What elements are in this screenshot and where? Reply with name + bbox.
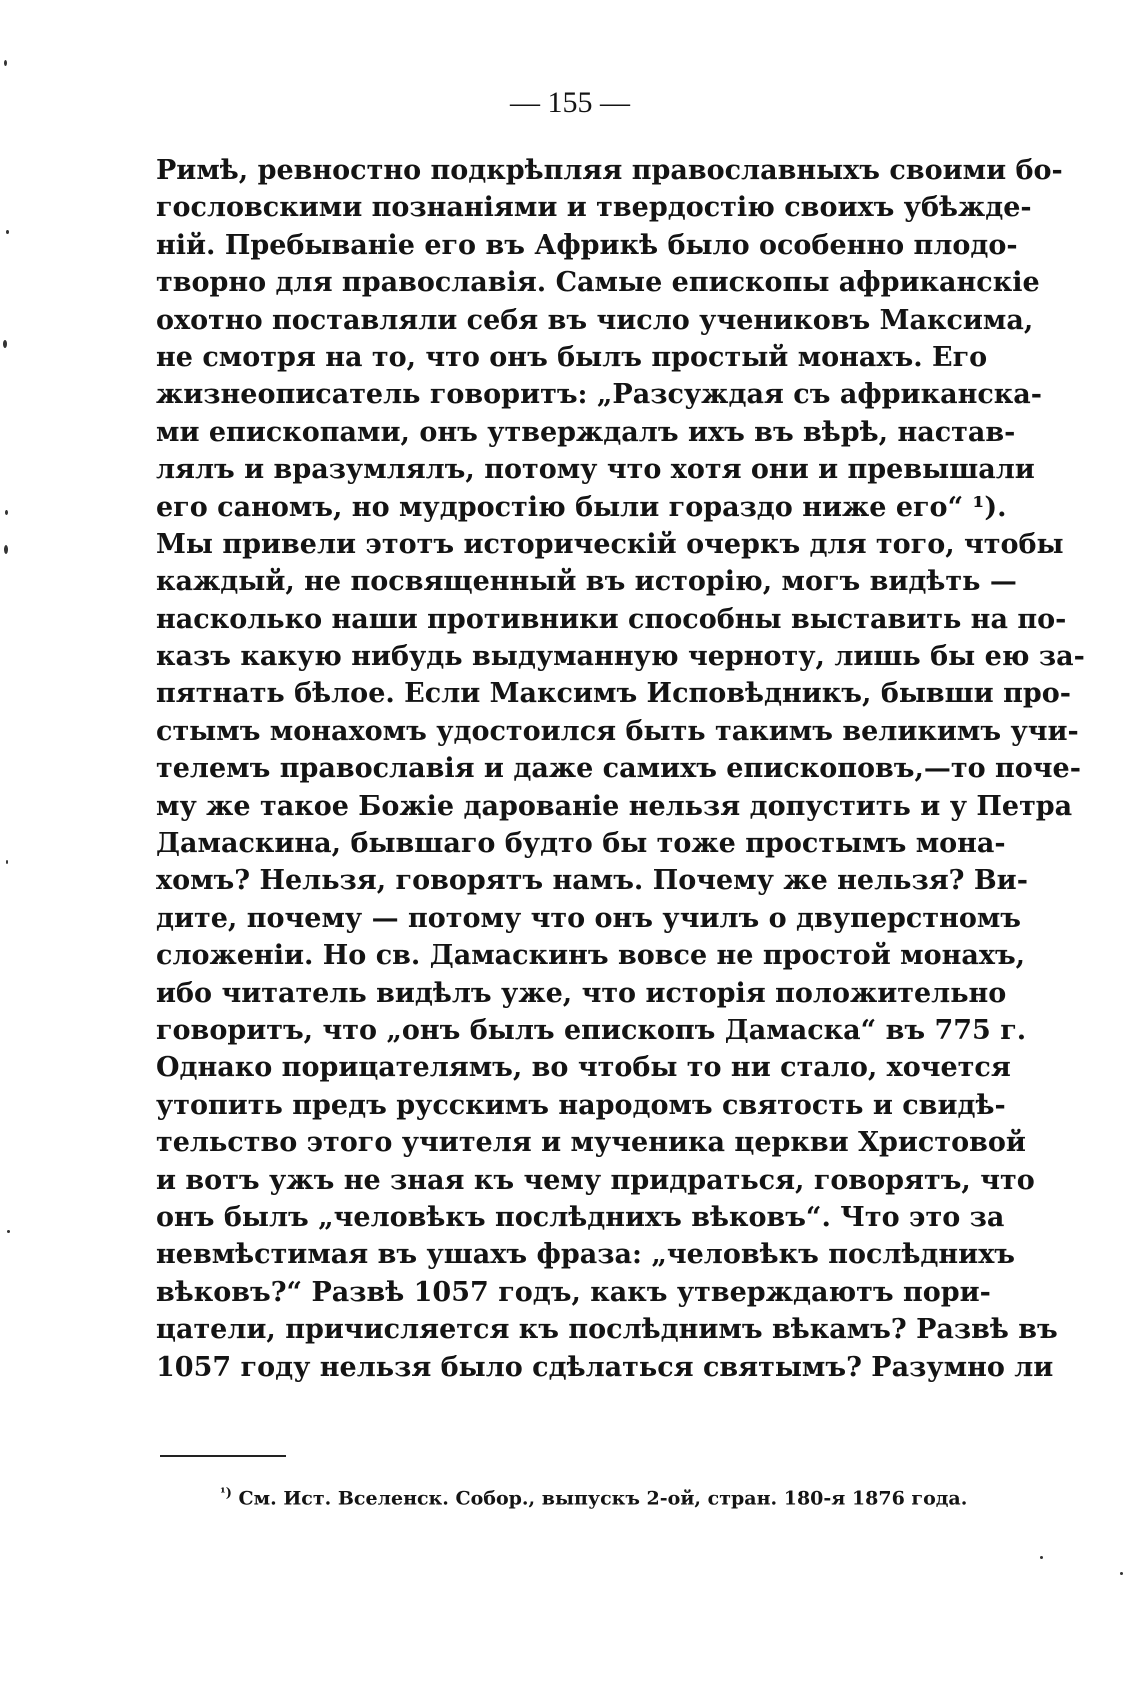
text-line: каждый, не посвященный въ исторію, могъ видѣть —	[156, 566, 1017, 598]
text-line: жизнеописатель говоритъ: „Разсуждая съ африканска-	[156, 379, 1042, 411]
text-line: тельство этого учителя и мученика церкви Христовой	[156, 1127, 1026, 1159]
text-line: утопить предъ русскимъ народомъ святость и свидѣ-	[156, 1089, 1006, 1121]
text-line: телемъ православія и даже самихъ епископовъ,—то поче-	[156, 753, 1081, 785]
scan-speck	[5, 510, 8, 515]
scan-speck	[6, 860, 8, 864]
text-line: лялъ и вразумлялъ, потому что хотя они и превышали	[156, 454, 1035, 486]
text-line: и вотъ ужъ не зная къ чему придраться, говорятъ, что	[156, 1164, 1035, 1196]
text-line: насколько наши противники способны выставить на по-	[156, 603, 1067, 635]
text-line: Мы привели этотъ историческій очеркъ для того, чтобы	[156, 528, 1064, 560]
footnote-text: См. Ист. Вселенск. Собор., выпускъ 2-ой, стран. 180-я 1876 года.	[238, 1487, 968, 1510]
scan-speck	[3, 340, 7, 348]
text-line: 1057 году нельзя было сдѣлаться святымъ? Разумно ли	[156, 1351, 1054, 1383]
text-line: онъ былъ „человѣкъ послѣднихъ вѣковъ“. Что это за	[156, 1201, 1005, 1233]
scan-speck	[4, 545, 8, 554]
text-line: творно для православія. Самые епископы африканскіе	[156, 267, 1040, 299]
text-line: Дамаскина, бывшаго будто бы тоже простымъ мона-	[156, 828, 1006, 860]
text-line: ній. Пребываніе его въ Африкѣ было особенно плодо-	[156, 229, 1018, 261]
scan-speck	[7, 1230, 10, 1233]
text-line: его саномъ, но мудростію были гораздо ниже его“ ¹).	[156, 491, 1007, 523]
text-line: му же такое Божіе дарованіе нельзя допустить и у Петра	[156, 790, 1073, 822]
text-line: пятнать бѣлое. Если Максимъ Исповѣдникъ, бывши про-	[156, 678, 1071, 710]
scan-speck	[1040, 1556, 1043, 1559]
scan-speck	[1120, 1572, 1123, 1575]
body-text	[156, 152, 1085, 1386]
text-line: сложеніи. Но св. Дамаскинъ вовсе не простой монахъ,	[156, 940, 1026, 972]
text-line: дите, почему — потому что онъ училъ о двуперстномъ	[156, 902, 1022, 934]
text-line: ибо читатель видѣлъ уже, что исторія положительно	[156, 977, 1007, 1009]
scan-speck	[6, 230, 9, 234]
text-line: вѣковъ?“ Развѣ 1057 годъ, какъ утверждаютъ пори-	[156, 1276, 991, 1308]
text-line: казъ какую нибудь выдуманную черноту, лишь бы ею за-	[156, 641, 1085, 673]
text-line: гословскими познаніями и твердостію своихъ убѣжде-	[156, 192, 1032, 224]
text-line: Однако порицателямъ, во чтобы то ни стало, хочется	[156, 1052, 1011, 1084]
text-line: охотно поставляли себя въ число учениковъ Максима,	[156, 304, 1034, 336]
footnote-divider	[160, 1455, 286, 1457]
footnote	[220, 1486, 968, 1510]
text-line: стымъ монахомъ удостоился быть такимъ великимъ учи-	[156, 715, 1079, 747]
text-line: не смотря на то, что онъ былъ простый монахъ. Его	[156, 341, 988, 373]
footnote-marker: ¹)	[220, 1486, 232, 1501]
text-line: цатели, причисляется къ послѣднимъ вѣкамъ? Развѣ въ	[156, 1314, 1058, 1346]
page-number: — 155 —	[510, 86, 630, 119]
scan-speck	[4, 60, 7, 66]
text-line: хомъ? Нельзя, говорятъ намъ. Почему же нельзя? Ви-	[156, 865, 1028, 897]
text-line: говоритъ, что „онъ былъ епископъ Дамаска“ въ 775 г.	[156, 1014, 1027, 1046]
text-line: невмѣстимая въ ушахъ фраза: „человѣкъ послѣднихъ	[156, 1239, 1016, 1271]
text-line: ми епископами, онъ утверждалъ ихъ въ вѣрѣ, настав-	[156, 416, 1016, 448]
text-line: Римѣ, ревностно подкрѣпляя православныхъ своими бо-	[156, 155, 1063, 186]
